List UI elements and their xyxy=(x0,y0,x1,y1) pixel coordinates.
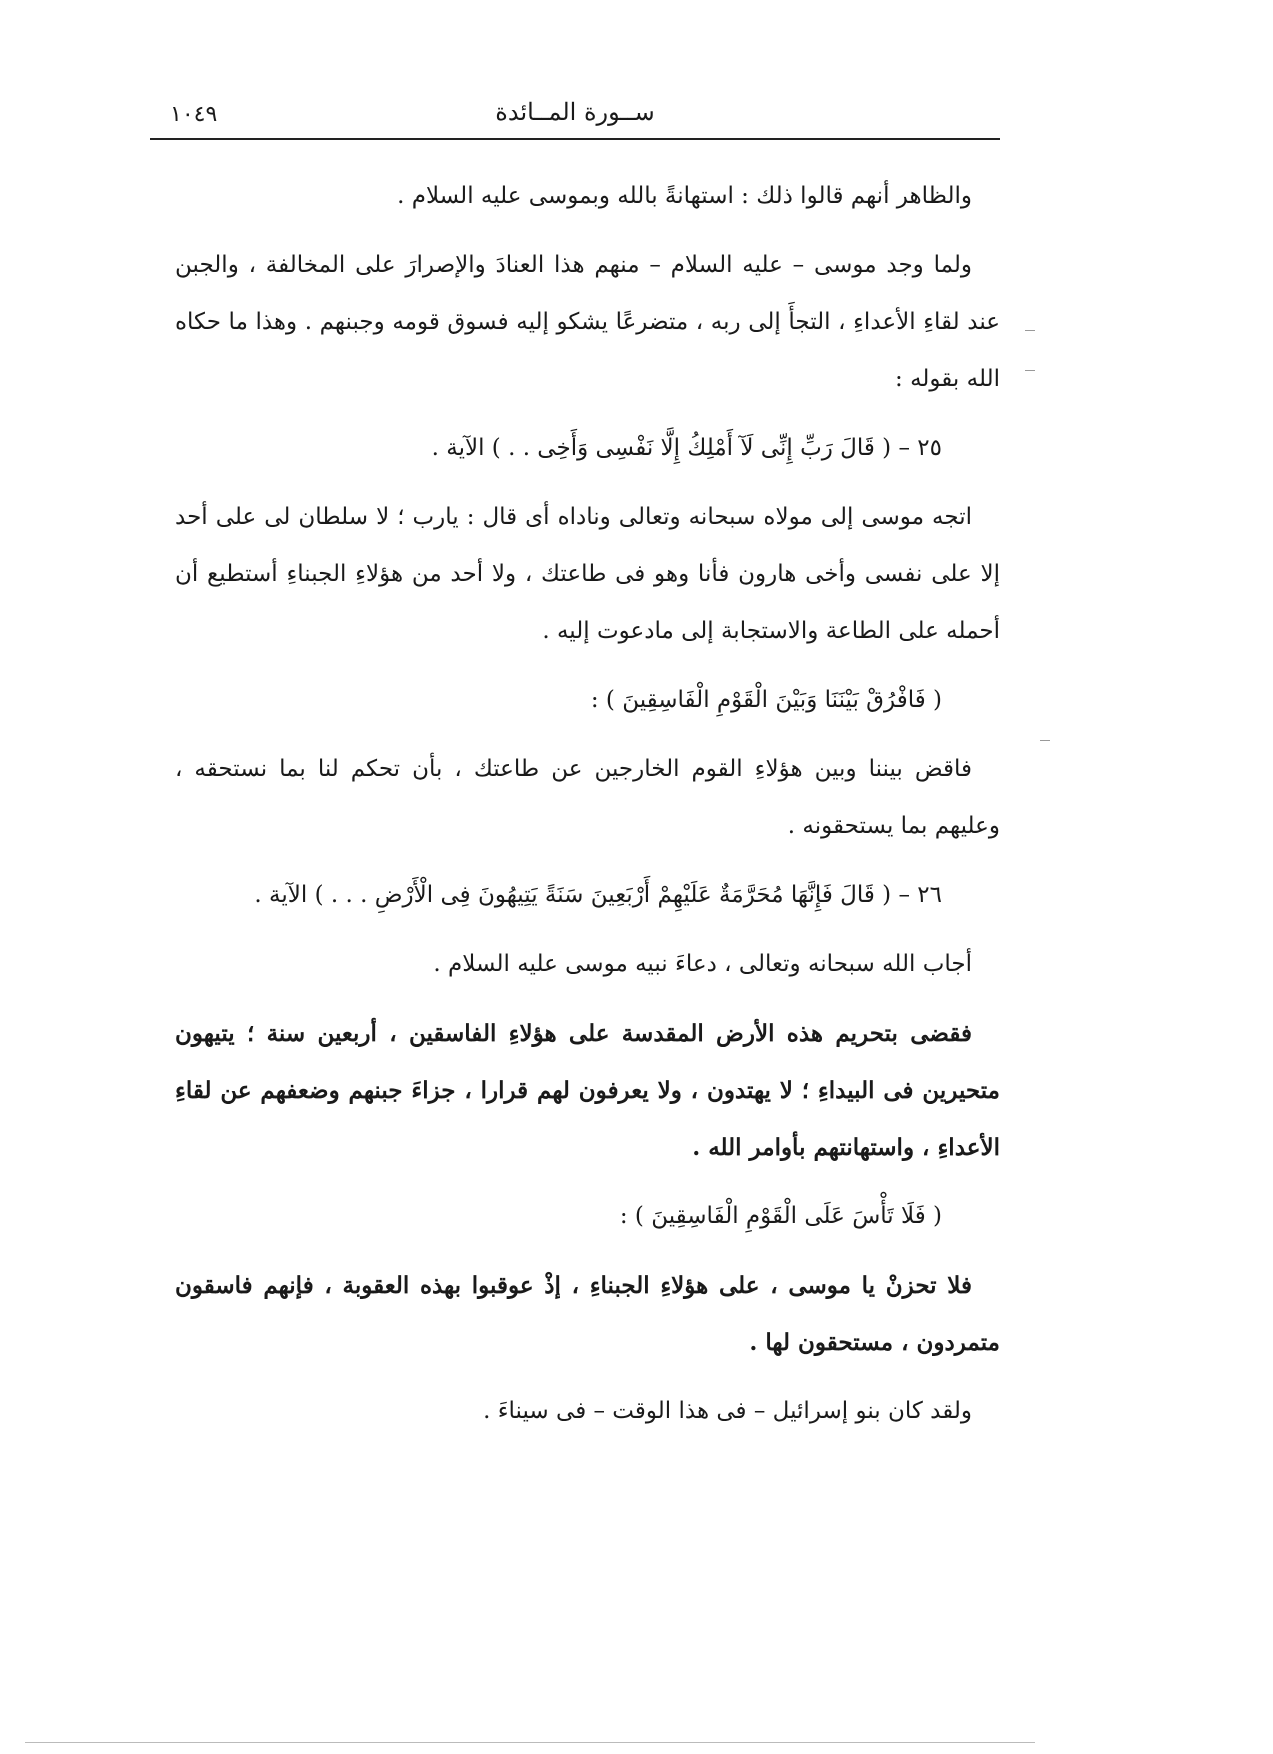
verse-fafruq: ( فَافْرُقْ بَيْنَنَا وَبَيْنَ الْقَوْمِ الْفَاسِقِينَ ) : xyxy=(590,687,942,713)
margin-mark xyxy=(1025,370,1035,371)
paragraph-1: والظاهر أنهم قالوا ذلك : استهانةً بالله وبموسى عليه السلام . xyxy=(397,183,972,209)
verse-26: ٢٦ – ( قَالَ فَإِنَّهَا مُحَرَّمَةٌ عَلَيْهِمْ أَرْبَعِينَ سَنَةً يَتِيهُونَ فِى الْأَرْضِ . . . ) الآية . xyxy=(254,882,942,908)
page-number: ١٠٤٩ xyxy=(170,102,218,127)
paragraph-3: اتجه موسى إلى مولاه سبحانه وتعالى وناداه أى قال : يارب ؛ لا سلطان لى على أحد إلا على نفسى وأخى هارون فأنا وهو فى طاعتك ، ولا أحد من هؤلاءِ الجبناءِ أستطيع أن أحمله على الطاعة والاستجابة إلى مادعوت إليه . xyxy=(175,504,1000,644)
verse-25: ٢٥ – ( قَالَ رَبِّ إِنِّى لَآ أَمْلِكُ إِلَّا نَفْسِى وَأَخِى . . ) الآية . xyxy=(431,435,942,461)
paragraph-2: ولما وجد موسى – عليه السلام – منهم هذا العنادَ والإصرارَ على المخالفة ، والجبن عند لقاءِ الأعداءِ ، التجأَ إلى ربه ، متضرعًا يشكو إليه فسوق قومه وجبنهم . وهذا ما حكاه الله بقوله : xyxy=(175,252,1000,392)
paragraph-5: أجاب الله سبحانه وتعالى ، دعاءَ نبيه موسى عليه السلام . xyxy=(433,951,972,977)
margin-mark xyxy=(1040,740,1050,741)
surah-title: ســورة المــائدة xyxy=(495,98,655,126)
paragraph-6: فقضى بتحريم هذه الأرض المقدسة على هؤلاءِ الفاسقين ، أربعين سنة ؛ يتيهون متحيرين فى البيداءِ ؛ لا يهتدون ، ولا يعرفون لهم قرارا ، جزاءَ جبنهم وضعفهم عن لقاءِ الأعداءِ ، واستهانتهم بأوامر الله . xyxy=(175,1020,1000,1161)
paragraph-8: ولقد كان بنو إسرائيل – فى هذا الوقت – فى سيناءَ . xyxy=(483,1398,972,1424)
footer-rule xyxy=(25,1742,1035,1743)
page-header xyxy=(150,92,1000,140)
page-body xyxy=(175,168,1000,1452)
paragraph-7: فلا تحزنْ يا موسى ، على هؤلاءِ الجبناءِ ، إذْ عوقبوا بهذه العقوبة ، فإنهم فاسقون متمردون ، مستحقون لها . xyxy=(175,1272,1000,1356)
verse-fala-tasa: ( فَلَا تَأْسَ عَلَى الْقَوْمِ الْفَاسِقِينَ ) : xyxy=(619,1203,942,1229)
header-rule xyxy=(150,138,1000,140)
paragraph-4: فاقض بيننا وبين هؤلاءِ القوم الخارجين عن طاعتك ، بأن تحكم لنا بما نستحقه ، وعليهم بما يستحقونه . xyxy=(175,756,1000,839)
margin-mark xyxy=(1025,330,1035,331)
